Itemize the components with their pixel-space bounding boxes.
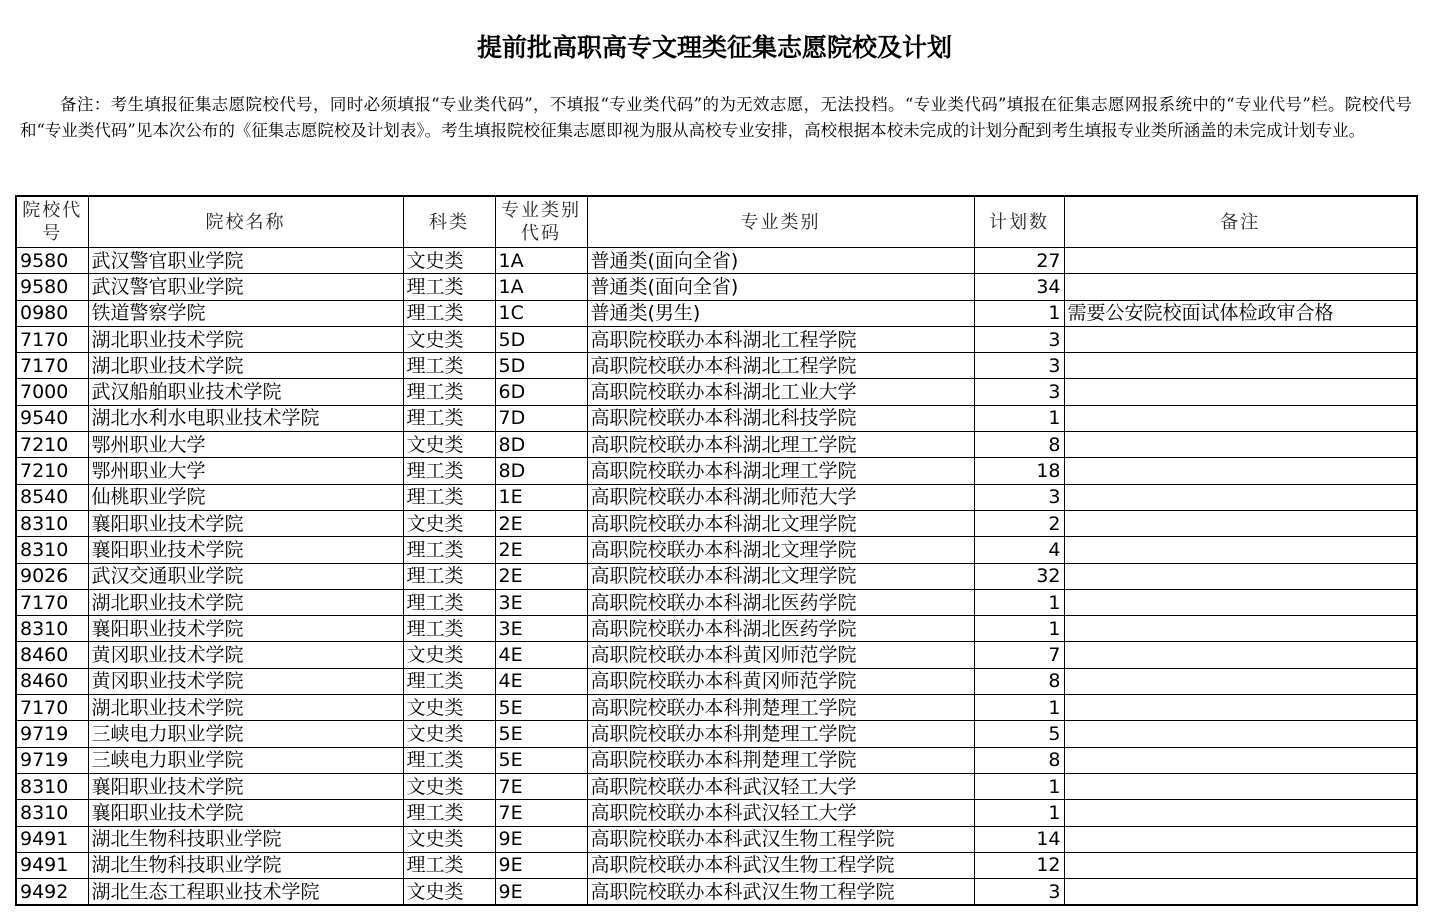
cell-plan-count: 34 <box>974 274 1064 300</box>
table-row <box>16 379 1417 405</box>
cell-plan-count: 8 <box>974 432 1064 458</box>
cell-remarks <box>1064 405 1417 431</box>
cell-school-code: 8310 <box>16 616 88 642</box>
cell-school-name: 湖北职业技术学院 <box>88 326 403 352</box>
cell-subject-category: 文史类 <box>403 510 495 536</box>
cell-major-class: 高职院校联办本科武汉生物工程学院 <box>587 852 974 878</box>
cell-major-class-code: 8D <box>495 432 587 458</box>
cell-school-code: 8310 <box>16 510 88 536</box>
cell-major-class-code: 5E <box>495 747 587 773</box>
page-title: 提前批高职高专文理类征集志愿院校及计划 <box>476 33 952 62</box>
cell-major-class: 高职院校联办本科黄冈师范学院 <box>587 642 974 668</box>
cell-remarks <box>1064 379 1417 405</box>
cell-major-class: 高职院校联办本科湖北工业大学 <box>587 379 974 405</box>
cell-remarks <box>1064 510 1417 536</box>
cell-major-class: 高职院校联办本科湖北工程学院 <box>587 326 974 352</box>
cell-subject-category: 文史类 <box>403 879 495 906</box>
cell-subject-category: 文史类 <box>403 248 495 274</box>
cell-school-name: 鄂州职业大学 <box>88 458 403 484</box>
cell-major-class: 普通类(面向全省) <box>587 274 974 300</box>
cell-major-class: 高职院校联办本科湖北医药学院 <box>587 616 974 642</box>
cell-major-class: 高职院校联办本科荆楚理工学院 <box>587 695 974 721</box>
cell-major-class: 高职院校联办本科湖北科技学院 <box>587 405 974 431</box>
cell-subject-category: 理工类 <box>403 458 495 484</box>
cell-subject-category: 理工类 <box>403 800 495 826</box>
cell-major-class: 高职院校联办本科湖北工程学院 <box>587 353 974 379</box>
cell-school-name: 湖北职业技术学院 <box>88 695 403 721</box>
cell-school-name: 仙桃职业学院 <box>88 484 403 510</box>
cell-major-class-code: 9E <box>495 826 587 852</box>
cell-remarks <box>1064 432 1417 458</box>
table-row <box>16 668 1417 694</box>
cell-major-class-code: 4E <box>495 668 587 694</box>
cell-remarks <box>1064 773 1417 799</box>
cell-school-name: 鄂州职业大学 <box>88 432 403 458</box>
cell-major-class-code: 9E <box>495 879 587 906</box>
cell-major-class-code: 5E <box>495 721 587 747</box>
table-row <box>16 353 1417 379</box>
table-row <box>16 510 1417 536</box>
cell-school-name: 三峡电力职业学院 <box>88 747 403 773</box>
cell-plan-count: 1 <box>974 405 1064 431</box>
cell-plan-count: 8 <box>974 747 1064 773</box>
cell-school-name: 襄阳职业技术学院 <box>88 800 403 826</box>
cell-plan-count: 1 <box>974 800 1064 826</box>
cell-school-code: 9580 <box>16 274 88 300</box>
table-row <box>16 589 1417 615</box>
cell-remarks <box>1064 879 1417 906</box>
cell-remarks <box>1064 563 1417 589</box>
cell-plan-count: 5 <box>974 721 1064 747</box>
cell-remarks <box>1064 274 1417 300</box>
cell-plan-count: 1 <box>974 695 1064 721</box>
cell-school-code: 8540 <box>16 484 88 510</box>
cell-major-class-code: 5D <box>495 353 587 379</box>
cell-major-class: 高职院校联办本科武汉轻工大学 <box>587 800 974 826</box>
cell-school-name: 铁道警察学院 <box>88 300 403 326</box>
cell-plan-count: 3 <box>974 353 1064 379</box>
cell-major-class-code: 4E <box>495 642 587 668</box>
cell-plan-count: 1 <box>974 589 1064 615</box>
cell-school-code: 9492 <box>16 879 88 906</box>
table-row <box>16 563 1417 589</box>
cell-subject-category: 文史类 <box>403 721 495 747</box>
cell-subject-category: 理工类 <box>403 353 495 379</box>
cell-plan-count: 4 <box>974 537 1064 563</box>
cell-major-class-code: 1C <box>495 300 587 326</box>
cell-remarks <box>1064 484 1417 510</box>
cell-school-code: 7000 <box>16 379 88 405</box>
cell-major-class: 高职院校联办本科荆楚理工学院 <box>587 721 974 747</box>
cell-plan-count: 7 <box>974 642 1064 668</box>
cell-school-name: 湖北生态工程职业技术学院 <box>88 879 403 906</box>
cell-plan-count: 3 <box>974 879 1064 906</box>
cell-school-name: 黄冈职业技术学院 <box>88 642 403 668</box>
header-school-name: 院校名称 <box>88 196 403 248</box>
cell-subject-category: 理工类 <box>403 616 495 642</box>
cell-plan-count: 14 <box>974 826 1064 852</box>
cell-school-code: 7170 <box>16 695 88 721</box>
cell-major-class: 高职院校联办本科黄冈师范学院 <box>587 668 974 694</box>
table-row <box>16 642 1417 668</box>
cell-school-name: 湖北生物科技职业学院 <box>88 826 403 852</box>
cell-major-class: 高职院校联办本科湖北文理学院 <box>587 563 974 589</box>
cell-school-code: 8460 <box>16 642 88 668</box>
cell-school-code: 8310 <box>16 800 88 826</box>
table-row <box>16 300 1417 326</box>
table-row <box>16 826 1417 852</box>
table-row <box>16 484 1417 510</box>
cell-major-class-code: 6D <box>495 379 587 405</box>
cell-school-code: 9491 <box>16 852 88 878</box>
cell-major-class: 高职院校联办本科湖北文理学院 <box>587 510 974 536</box>
cell-major-class: 高职院校联办本科武汉轻工大学 <box>587 773 974 799</box>
cell-school-code: 9026 <box>16 563 88 589</box>
cell-major-class-code: 3E <box>495 616 587 642</box>
cell-plan-count: 2 <box>974 510 1064 536</box>
cell-subject-category: 理工类 <box>403 589 495 615</box>
cell-school-name: 湖北生物科技职业学院 <box>88 852 403 878</box>
cell-major-class: 高职院校联办本科武汉生物工程学院 <box>587 826 974 852</box>
cell-school-name: 武汉交通职业学院 <box>88 563 403 589</box>
cell-major-class-code: 7E <box>495 773 587 799</box>
header-major-class: 专业类别 <box>587 196 974 248</box>
cell-subject-category: 理工类 <box>403 537 495 563</box>
table-row <box>16 800 1417 826</box>
cell-remarks <box>1064 721 1417 747</box>
table-row <box>16 537 1417 563</box>
cell-school-name: 湖北水利水电职业技术学院 <box>88 405 403 431</box>
cell-school-name: 武汉船舶职业技术学院 <box>88 379 403 405</box>
plan-table <box>15 195 1418 906</box>
table-row <box>16 274 1417 300</box>
cell-subject-category: 理工类 <box>403 668 495 694</box>
cell-subject-category: 文史类 <box>403 773 495 799</box>
table-header-row <box>16 196 1417 248</box>
cell-major-class: 高职院校联办本科湖北师范大学 <box>587 484 974 510</box>
cell-major-class: 高职院校联办本科湖北理工学院 <box>587 432 974 458</box>
cell-major-class-code: 7E <box>495 800 587 826</box>
cell-major-class: 高职院校联办本科武汉生物工程学院 <box>587 879 974 906</box>
cell-school-name: 襄阳职业技术学院 <box>88 773 403 799</box>
cell-plan-count: 8 <box>974 668 1064 694</box>
cell-school-code: 7210 <box>16 432 88 458</box>
cell-school-name: 武汉警官职业学院 <box>88 248 403 274</box>
cell-school-name: 襄阳职业技术学院 <box>88 616 403 642</box>
cell-remarks <box>1064 695 1417 721</box>
cell-major-class-code: 3E <box>495 589 587 615</box>
table-row <box>16 616 1417 642</box>
header-school-code: 院校代号 <box>16 196 88 248</box>
cell-school-code: 9719 <box>16 747 88 773</box>
cell-subject-category: 文史类 <box>403 826 495 852</box>
cell-school-code: 8310 <box>16 773 88 799</box>
cell-major-class-code: 5E <box>495 695 587 721</box>
header-plan-count: 计划数 <box>974 196 1064 248</box>
cell-subject-category: 理工类 <box>403 563 495 589</box>
cell-major-class-code: 1E <box>495 484 587 510</box>
cell-remarks <box>1064 616 1417 642</box>
cell-subject-category: 理工类 <box>403 852 495 878</box>
table-row <box>16 695 1417 721</box>
cell-remarks <box>1064 747 1417 773</box>
table-row <box>16 879 1417 906</box>
cell-major-class: 普通类(男生) <box>587 300 974 326</box>
table-row <box>16 458 1417 484</box>
cell-plan-count: 3 <box>974 326 1064 352</box>
cell-school-name: 黄冈职业技术学院 <box>88 668 403 694</box>
cell-subject-category: 理工类 <box>403 300 495 326</box>
cell-major-class-code: 7D <box>495 405 587 431</box>
table-row <box>16 326 1417 352</box>
table-row <box>16 852 1417 878</box>
table-row <box>16 747 1417 773</box>
cell-school-code: 7170 <box>16 589 88 615</box>
cell-school-code: 7170 <box>16 353 88 379</box>
cell-school-code: 9580 <box>16 248 88 274</box>
cell-major-class-code: 9E <box>495 852 587 878</box>
cell-subject-category: 文史类 <box>403 326 495 352</box>
cell-plan-count: 3 <box>974 379 1064 405</box>
header-remarks: 备注 <box>1064 196 1417 248</box>
table-row <box>16 248 1417 274</box>
cell-school-code: 8460 <box>16 668 88 694</box>
table-row <box>16 432 1417 458</box>
cell-school-code: 9540 <box>16 405 88 431</box>
cell-subject-category: 理工类 <box>403 484 495 510</box>
cell-school-name: 襄阳职业技术学院 <box>88 537 403 563</box>
cell-school-name: 湖北职业技术学院 <box>88 589 403 615</box>
cell-major-class-code: 2E <box>495 510 587 536</box>
cell-plan-count: 32 <box>974 563 1064 589</box>
table-row <box>16 721 1417 747</box>
cell-subject-category: 理工类 <box>403 405 495 431</box>
cell-major-class: 高职院校联办本科湖北文理学院 <box>587 537 974 563</box>
cell-plan-count: 1 <box>974 773 1064 799</box>
cell-plan-count: 12 <box>974 852 1064 878</box>
cell-remarks <box>1064 800 1417 826</box>
cell-plan-count: 1 <box>974 616 1064 642</box>
cell-school-name: 三峡电力职业学院 <box>88 721 403 747</box>
cell-school-name: 湖北职业技术学院 <box>88 353 403 379</box>
header-subject-category: 科类 <box>403 196 495 248</box>
cell-plan-count: 18 <box>974 458 1064 484</box>
cell-major-class-code: 5D <box>495 326 587 352</box>
cell-plan-count: 3 <box>974 484 1064 510</box>
table-row <box>16 405 1417 431</box>
table-row <box>16 773 1417 799</box>
cell-major-class-code: 8D <box>495 458 587 484</box>
cell-school-name: 武汉警官职业学院 <box>88 274 403 300</box>
cell-major-class-code: 1A <box>495 248 587 274</box>
cell-school-name: 襄阳职业技术学院 <box>88 510 403 536</box>
cell-major-class-code: 1A <box>495 274 587 300</box>
cell-remarks <box>1064 642 1417 668</box>
note-paragraph: 备注：考生填报征集志愿院校代号，同时必须填报“专业类代码”，不填报“专业类代码”的为无效志愿，无法投档。“专业类代码”填报在征集志愿网报系统中的“专业代号”栏。院校代号和“专业类代码”见本次公布的《征集志愿院校及计划表》。考生填报院校征集志愿即视为服从高校专业安排，高校根据本校未完成的计划分配到考生填报专业类所涵盖的未完成计划专业。 <box>20 95 1412 140</box>
cell-major-class-code: 2E <box>495 563 587 589</box>
cell-major-class: 高职院校联办本科湖北医药学院 <box>587 589 974 615</box>
cell-remarks <box>1064 852 1417 878</box>
cell-school-code: 9491 <box>16 826 88 852</box>
cell-major-class: 高职院校联办本科荆楚理工学院 <box>587 747 974 773</box>
cell-school-code: 9719 <box>16 721 88 747</box>
cell-remarks <box>1064 826 1417 852</box>
cell-subject-category: 理工类 <box>403 274 495 300</box>
cell-subject-category: 文史类 <box>403 432 495 458</box>
cell-plan-count: 27 <box>974 248 1064 274</box>
cell-school-code: 7170 <box>16 326 88 352</box>
cell-remarks <box>1064 458 1417 484</box>
cell-school-code: 0980 <box>16 300 88 326</box>
cell-subject-category: 理工类 <box>403 747 495 773</box>
cell-subject-category: 文史类 <box>403 642 495 668</box>
cell-remarks <box>1064 248 1417 274</box>
header-major-class-code: 专业类别代码 <box>495 196 587 248</box>
cell-remarks <box>1064 668 1417 694</box>
cell-remarks <box>1064 589 1417 615</box>
cell-school-code: 7210 <box>16 458 88 484</box>
cell-remarks: 需要公安院校面试体检政审合格 <box>1064 300 1417 326</box>
cell-major-class-code: 2E <box>495 537 587 563</box>
cell-subject-category: 理工类 <box>403 379 495 405</box>
cell-major-class: 普通类(面向全省) <box>587 248 974 274</box>
cell-remarks <box>1064 537 1417 563</box>
cell-major-class: 高职院校联办本科湖北理工学院 <box>587 458 974 484</box>
cell-remarks <box>1064 353 1417 379</box>
cell-remarks <box>1064 326 1417 352</box>
cell-plan-count: 1 <box>974 300 1064 326</box>
cell-subject-category: 文史类 <box>403 695 495 721</box>
cell-school-code: 8310 <box>16 537 88 563</box>
